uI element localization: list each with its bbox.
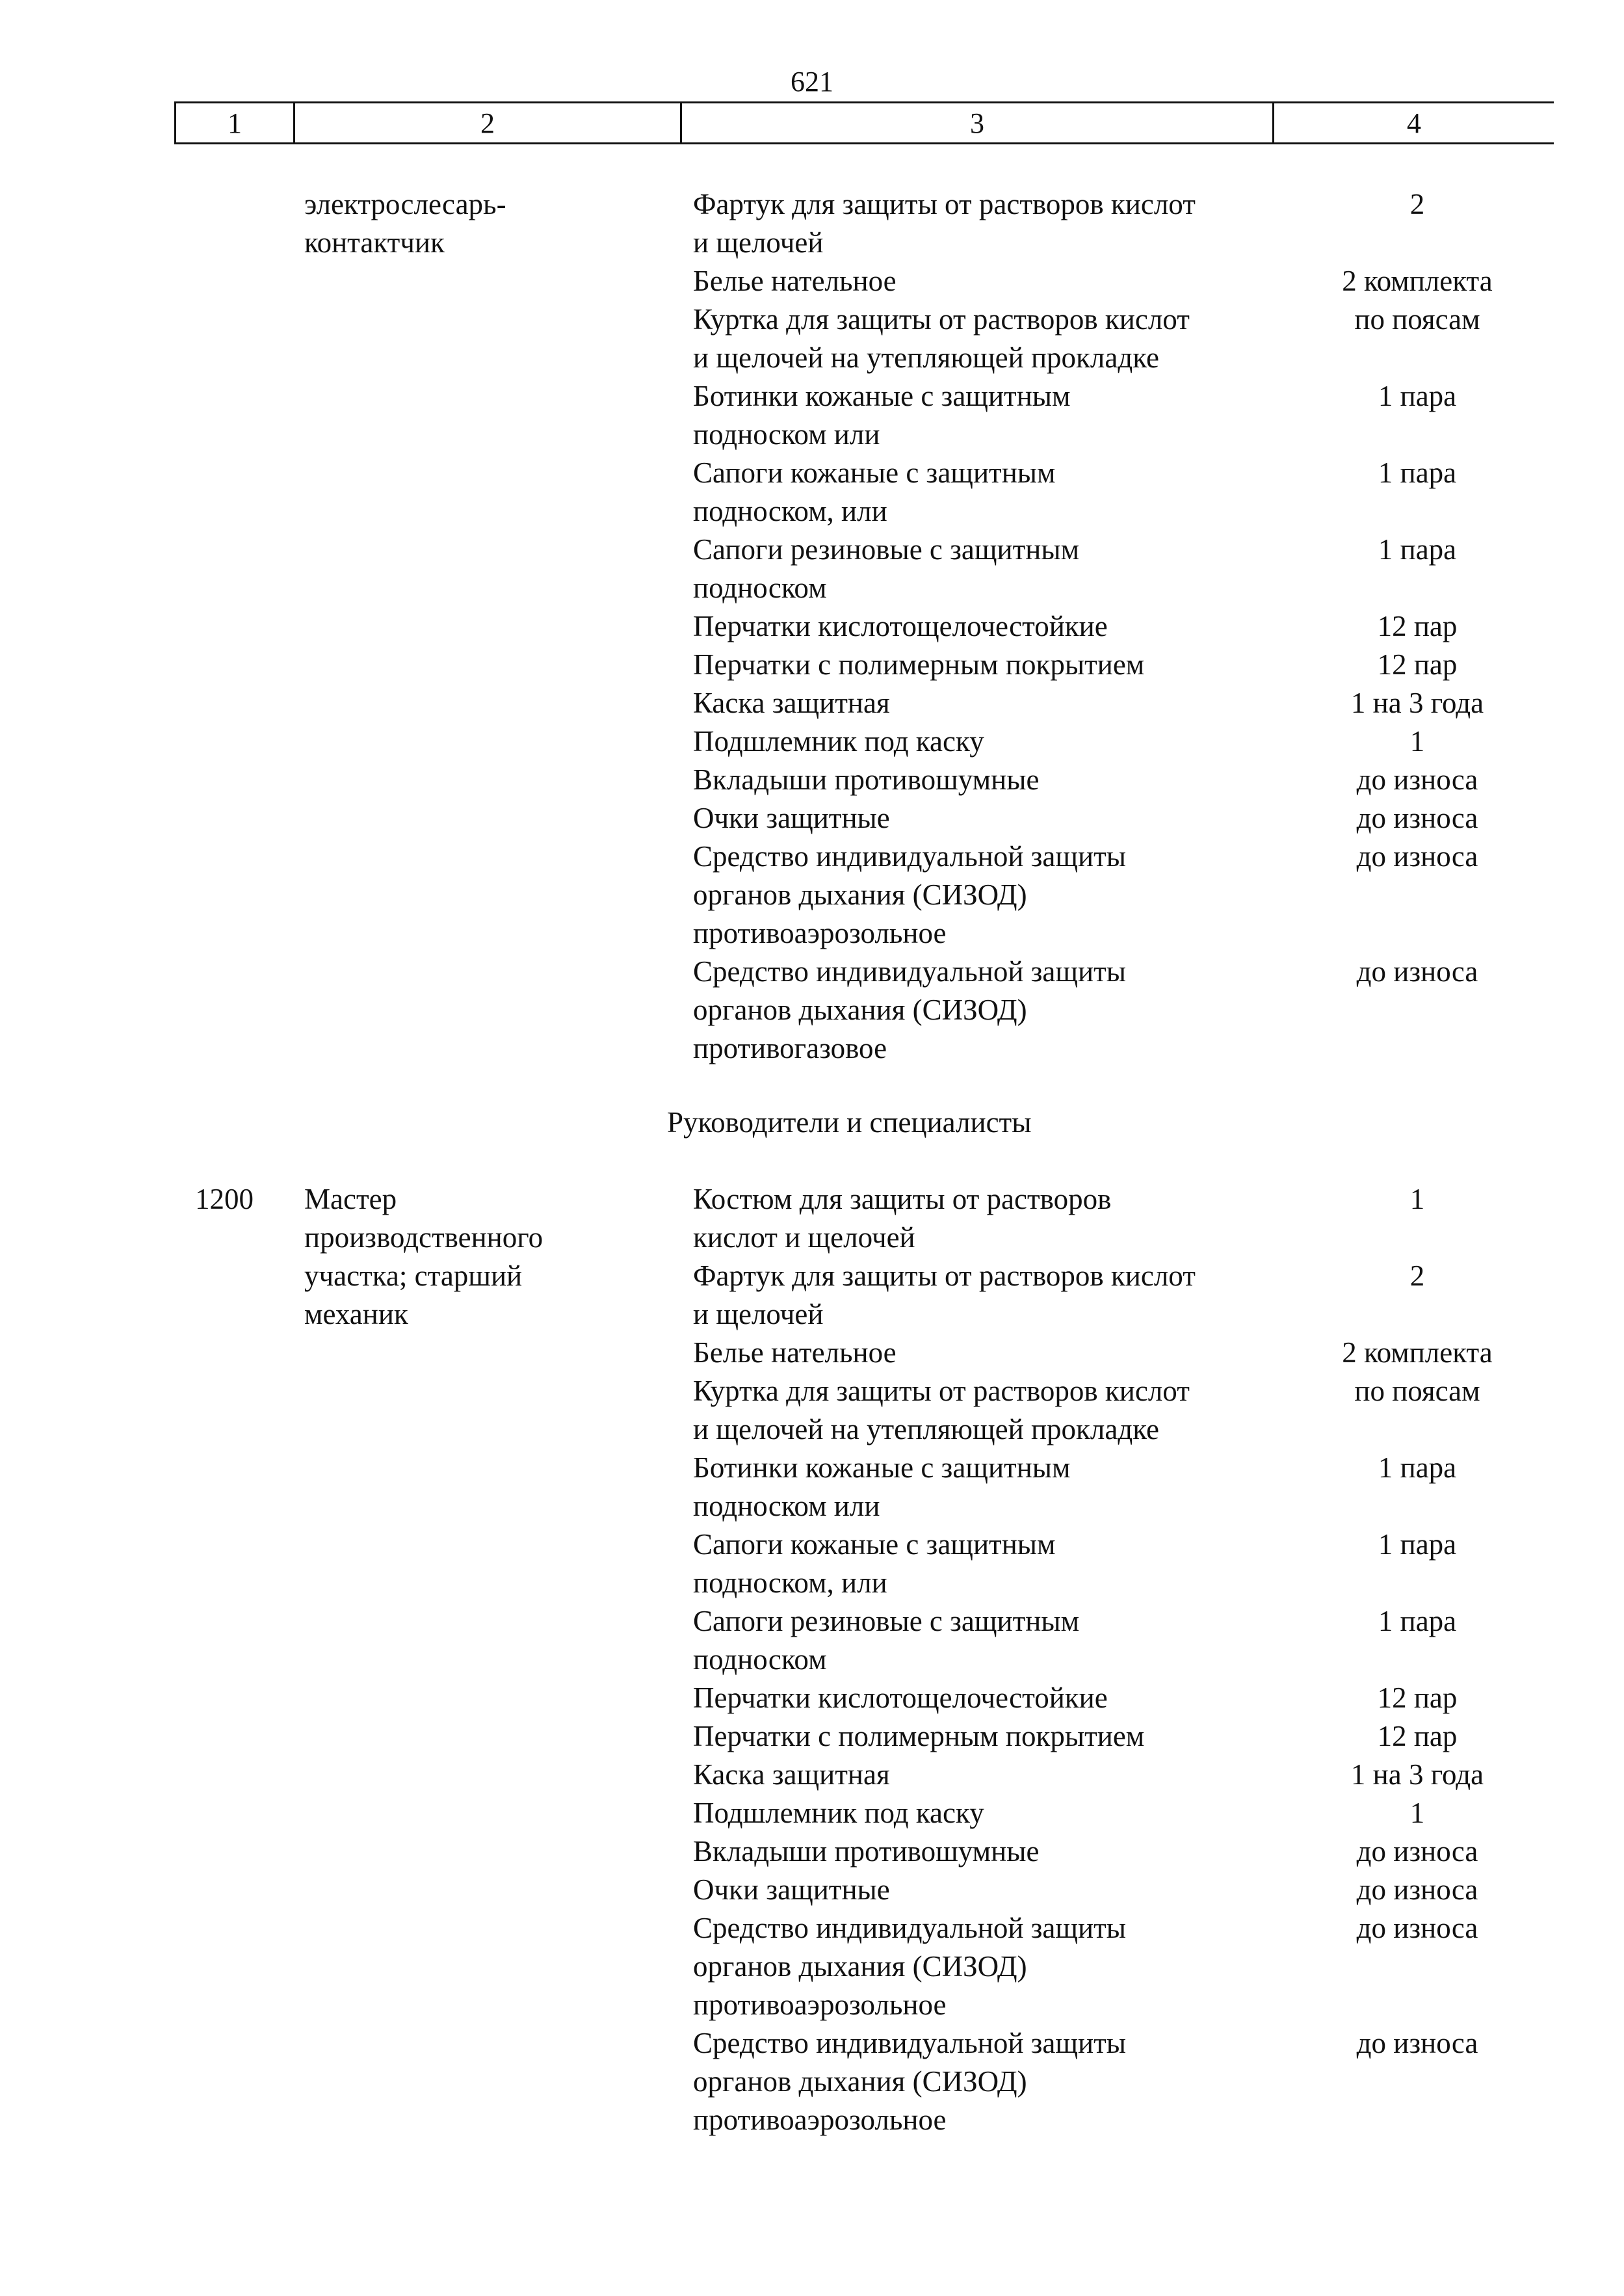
- item-name-line: органов дыхания (СИЗОД): [693, 878, 1027, 911]
- item-name: [693, 1334, 1278, 1372]
- item-name-line: Фартук для защиты от растворов кислот: [693, 188, 1196, 220]
- section-heading: Руководители и специалисты: [667, 1106, 1032, 1139]
- item-name-line: и щелочей на утепляющей прокладке: [693, 1413, 1159, 1445]
- item-name: [693, 722, 1278, 761]
- item-quantity: 1 пара: [1378, 456, 1457, 489]
- item-name: [693, 646, 1278, 684]
- item-name: [693, 2024, 1278, 2139]
- item-name-line: Куртка для защиты от растворов кислот: [693, 303, 1190, 336]
- item-name: [693, 262, 1278, 300]
- item-name: [693, 1871, 1278, 1909]
- item-name: [693, 531, 1278, 607]
- item-name-line: Средство индивидуальной защиты: [693, 955, 1127, 988]
- column-header-1: 1: [176, 103, 295, 144]
- item-name: [693, 185, 1278, 262]
- item-name-line: Подшлемник под каску: [693, 1797, 984, 1829]
- item-name-line: Сапоги кожаные с защитным: [693, 456, 1056, 489]
- item-name: [693, 1180, 1278, 1257]
- item-quantity: до износа: [1356, 955, 1478, 988]
- item-name-line: Средство индивидуальной защиты: [693, 840, 1127, 873]
- item-name-line: подноском: [693, 572, 827, 604]
- position-title-line: электрослесарь-: [304, 188, 506, 220]
- item-quantity: 12 пар: [1377, 648, 1458, 681]
- item-name-line: Сапоги резиновые с защитным: [693, 533, 1080, 566]
- item-name-line: Сапоги резиновые с защитным: [693, 1605, 1080, 1637]
- item-name-line: Каска защитная: [693, 1758, 890, 1791]
- item-name: [693, 799, 1278, 838]
- item-name-line: Перчатки с полимерным покрытием: [693, 648, 1145, 681]
- position-title-line: производственного: [304, 1221, 544, 1254]
- item-name: [693, 607, 1278, 646]
- item-name: [693, 761, 1278, 799]
- position-title-line: участка; старший: [304, 1260, 523, 1292]
- item-name-line: Очки защитные: [693, 1873, 890, 1906]
- column-header-2: 2: [295, 103, 681, 144]
- item-quantity: по поясам: [1354, 1375, 1480, 1407]
- item-quantity: 1 пара: [1378, 1605, 1457, 1637]
- item-quantity: 1: [1409, 1797, 1425, 1829]
- item-name: [693, 1909, 1278, 2024]
- item-name-line: подноском или: [693, 1490, 880, 1522]
- item-name-line: Ботинки кожаные с защитным: [693, 380, 1071, 412]
- item-name-line: Костюм для защиты от растворов: [693, 1183, 1112, 1215]
- item-name-line: Подшлемник под каску: [693, 725, 984, 758]
- item-quantity: по поясам: [1354, 303, 1480, 336]
- item-quantity: до износа: [1356, 1873, 1478, 1906]
- item-quantity: 1 пара: [1378, 533, 1457, 566]
- page-number: 621: [791, 66, 833, 98]
- item-quantity: 12 пар: [1377, 1682, 1458, 1714]
- item-quantity: 1 пара: [1378, 1451, 1457, 1484]
- item-quantity: до износа: [1356, 1835, 1478, 1867]
- position-title-line: Мастер: [304, 1183, 397, 1215]
- item-name-line: противоаэрозольное: [693, 917, 947, 949]
- item-name: [693, 377, 1278, 454]
- item-name-line: Перчатки кислотощелочестойкие: [693, 610, 1108, 642]
- item-name: [693, 1832, 1278, 1871]
- item-quantity: 12 пар: [1377, 610, 1458, 642]
- item-name-line: Перчатки кислотощелочестойкие: [693, 1682, 1108, 1714]
- item-name-line: подноском или: [693, 418, 880, 451]
- item-name: [693, 838, 1278, 953]
- position-title: [304, 1180, 603, 1334]
- item-name: [693, 454, 1278, 531]
- item-name: [693, 684, 1278, 722]
- item-name-line: и щелочей на утепляющей прокладке: [693, 341, 1159, 374]
- item-name-line: Белье нательное: [693, 1336, 897, 1369]
- item-quantity: 1 на 3 года: [1350, 687, 1484, 719]
- position-title-line: механик: [304, 1298, 408, 1330]
- item-name: [693, 1679, 1278, 1717]
- item-name-line: и щелочей: [693, 226, 824, 259]
- item-quantity: 2: [1409, 188, 1425, 220]
- item-name: [693, 300, 1278, 377]
- item-name-line: Ботинки кожаные с защитным: [693, 1451, 1071, 1484]
- item-quantity: 1 пара: [1378, 1528, 1457, 1561]
- column-header-4: 4: [1274, 103, 1554, 144]
- item-quantity: 1 пара: [1378, 380, 1457, 412]
- item-name: [693, 1257, 1278, 1334]
- item-name-line: Куртка для защиты от растворов кислот: [693, 1375, 1190, 1407]
- column-header-table: [174, 101, 1554, 144]
- item-name: [693, 1756, 1278, 1794]
- item-name-line: Перчатки с полимерным покрытием: [693, 1720, 1145, 1752]
- position-title: [304, 185, 603, 262]
- item-name-line: Фартук для защиты от растворов кислот: [693, 1260, 1196, 1292]
- item-quantity: до износа: [1356, 763, 1478, 796]
- item-name: [693, 1449, 1278, 1525]
- item-name-line: органов дыхания (СИЗОД): [693, 2065, 1027, 2098]
- item-quantity: 1 на 3 года: [1350, 1758, 1484, 1791]
- item-quantity: 1: [1409, 1183, 1425, 1215]
- item-name-line: органов дыхания (СИЗОД): [693, 994, 1027, 1026]
- item-name-line: Каска защитная: [693, 687, 890, 719]
- item-quantity: до износа: [1356, 1912, 1478, 1944]
- item-name: [693, 1717, 1278, 1756]
- item-quantity: 12 пар: [1377, 1720, 1458, 1752]
- item-name: [693, 1372, 1278, 1449]
- item-name: [693, 1794, 1278, 1832]
- item-name-line: противоаэрозольное: [693, 1988, 947, 2021]
- column-header-3: 3: [681, 103, 1274, 144]
- item-name-line: органов дыхания (СИЗОД): [693, 1950, 1027, 1983]
- item-name-line: Сапоги кожаные с защитным: [693, 1528, 1056, 1561]
- item-name-line: Средство индивидуальной защиты: [693, 1912, 1127, 1944]
- item-name-line: противоаэрозольное: [693, 2104, 947, 2136]
- item-quantity: 2 комплекта: [1342, 1336, 1493, 1369]
- item-name-line: Белье нательное: [693, 265, 897, 297]
- position-title-line: контактчик: [304, 226, 445, 259]
- item-name-line: подноском, или: [693, 1566, 887, 1599]
- item-name-line: Очки защитные: [693, 802, 890, 834]
- item-quantity: 2 комплекта: [1342, 265, 1493, 297]
- item-quantity: 1: [1409, 725, 1425, 758]
- item-quantity: до износа: [1356, 802, 1478, 834]
- item-name-line: подноском: [693, 1643, 827, 1676]
- item-name-line: подноском, или: [693, 495, 887, 527]
- item-name: [693, 953, 1278, 1068]
- position-code: 1200: [195, 1183, 254, 1215]
- item-name: [693, 1525, 1278, 1602]
- item-name-line: Вкладыши противошумные: [693, 1835, 1040, 1867]
- item-name-line: кислот и щелочей: [693, 1221, 915, 1254]
- item-quantity: до износа: [1356, 840, 1478, 873]
- item-quantity: до износа: [1356, 2027, 1478, 2059]
- item-name-line: Средство индивидуальной защиты: [693, 2027, 1127, 2059]
- item-quantity: 2: [1409, 1260, 1425, 1292]
- item-name-line: противогазовое: [693, 1032, 887, 1064]
- item-name: [693, 1602, 1278, 1679]
- item-name-line: Вкладыши противошумные: [693, 763, 1040, 796]
- item-name-line: и щелочей: [693, 1298, 824, 1330]
